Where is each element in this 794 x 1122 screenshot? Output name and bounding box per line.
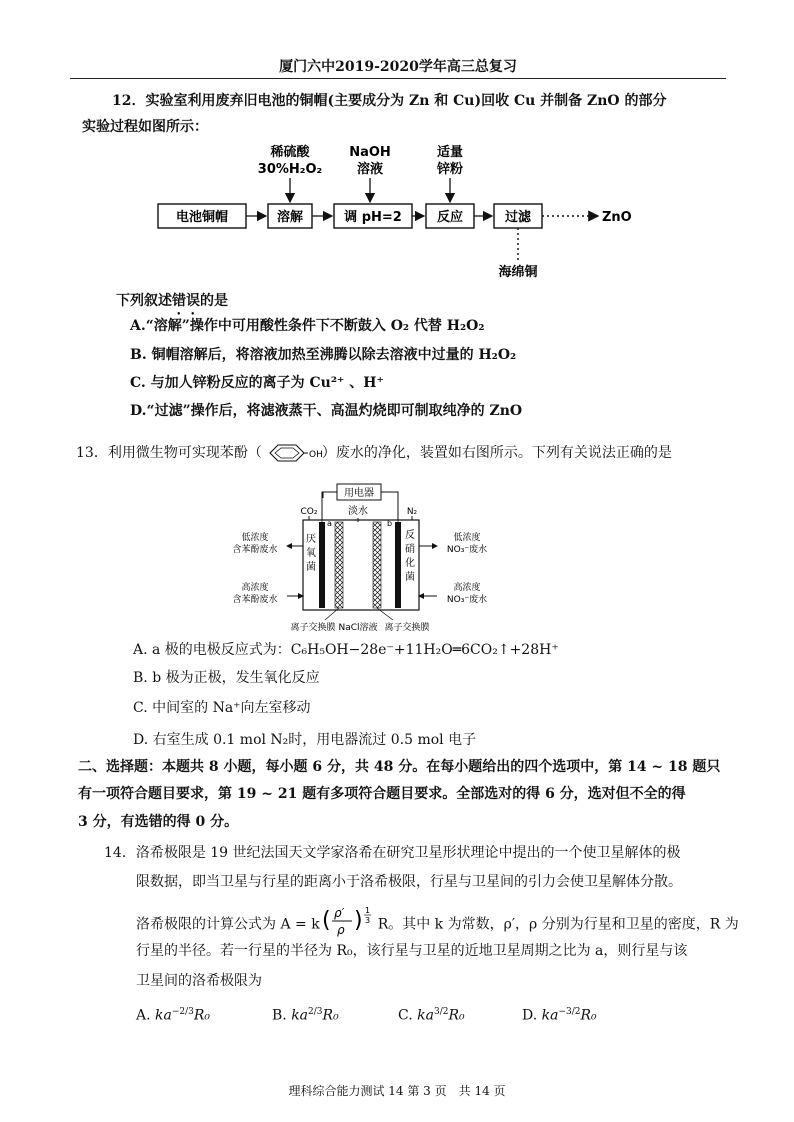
- svg-text:用电器: 用电器: [344, 488, 374, 499]
- section2-line2: 有一项符合题目要求，第 19 ~ 21 题有多项符合题目要求。全部选对的得 6 分，选对但不全的得: [78, 786, 686, 802]
- svg-text:3: 3: [364, 916, 370, 925]
- q12-option-c: C. 与加人锌粉反应的离子为 Cu²⁺ 、H⁺: [130, 375, 384, 391]
- phenol-ring-icon: [262, 443, 322, 463]
- svg-text:b: b: [387, 519, 393, 528]
- q12-option-a: A.“溶解”操作中可用酸性条件下不断鼓入 O₂ 代替 H₂O₂: [130, 318, 485, 334]
- box3-label: 调 pH=2: [344, 210, 402, 225]
- reagent3-line2: 锌粉: [436, 162, 464, 177]
- q14-option-b: B. $ka^{2/3}R_0$: [272, 1007, 339, 1024]
- rho-ratio-fraction: [320, 904, 378, 938]
- svg-text:NaCl溶液: NaCl溶液: [338, 623, 378, 633]
- svg-text:低浓度: 低浓度: [453, 533, 481, 543]
- q13-option-d: D. 右室生成 0.1 mol N₂时，用电器流过 0.5 mol 电子: [133, 732, 477, 748]
- q13-cell-diagram: [215, 480, 515, 638]
- reagent3-line1: 适量: [436, 145, 464, 160]
- roche-formula: [320, 904, 378, 945]
- box4-label: 反应: [436, 210, 464, 225]
- svg-text:高浓度: 高浓度: [241, 583, 269, 593]
- svg-text:1: 1: [364, 906, 370, 915]
- q14-line2: 限数据，即当卫星与行星的距离小于洛希极限，行星与卫星间的引力会使卫星解体分散。: [136, 874, 682, 890]
- svg-text:氧: 氧: [306, 548, 316, 559]
- svg-text:): ): [353, 908, 363, 933]
- reagent1-line2: 30%H₂O₂: [257, 162, 323, 177]
- q14-line1: 14．洛希极限是 19 世纪法国天文学家洛希在研究卫星形状理论中提出的一个使卫星解体的极: [104, 845, 681, 861]
- q12-option-b: B. 铜帽溶解后，将溶液加热至沸腾以除去溶液中过量的 H₂O₂: [130, 347, 517, 363]
- section2-line3: 3 分，有选错的得 0 分。: [78, 814, 239, 830]
- svg-text:菌: 菌: [405, 572, 415, 583]
- box1-label: 电池铜帽: [175, 210, 229, 225]
- svg-text:离子交换膜: 离子交换膜: [290, 623, 336, 633]
- q13-option-b: B. b 极为正极，发生氧化反应: [133, 670, 320, 686]
- q14-line4: 行星的半径。若一行星的半径为 R₀，该行星与卫星的近地卫星周期之比为 a，则行星与该: [136, 943, 688, 959]
- svg-text:N₂: N₂: [406, 507, 418, 517]
- svg-text:NO₃⁻废水: NO₃⁻废水: [446, 595, 488, 605]
- page-header: 厦门六中2019-2020学年高三总复习: [70, 58, 726, 79]
- svg-text:含苯酚废水: 含苯酚废水: [232, 545, 278, 555]
- box5-label: 过滤: [504, 210, 532, 225]
- electrode-b: [395, 522, 401, 608]
- svg-text:ρ′: ρ′: [333, 906, 345, 920]
- q14-option-d: D. $ka^{-3/2}R_0$: [522, 1007, 597, 1024]
- section2-line1: 二、选择题：本题共 8 小题，每小题 6 分，共 48 分。在每小题给出的四个选项中，第 14 ~ 18 题只: [78, 759, 721, 775]
- membrane-left: [335, 522, 343, 608]
- svg-text:菌: 菌: [306, 562, 316, 573]
- q12-question: 下列叙述错误的是: [116, 293, 228, 309]
- svg-text:淡水: 淡水: [348, 506, 368, 517]
- reagent2-line1: NaOH: [349, 145, 391, 160]
- q12-stem-line2: 实验过程如图所示：: [82, 119, 208, 135]
- q14-option-a: A. $ka^{-2/3}R_0$: [136, 1007, 211, 1024]
- q12-stem-line1: 12．实验室利用废弃旧电池的铜帽(主要成分为 Zn 和 Cu)回收 Cu 并制备 ZnO 的部分: [112, 93, 667, 109]
- svg-text:离子交换膜: 离子交换膜: [384, 623, 430, 633]
- svg-text:高浓度: 高浓度: [453, 583, 481, 593]
- q12-option-d: D.“过滤”操作后，将滤液蒸干、高温灼烧即可制取纯净的 ZnO: [130, 403, 523, 419]
- svg-text:a: a: [327, 519, 332, 528]
- box2-label: 溶解: [276, 210, 304, 225]
- q13-stem: 13．利用微生物可实现苯酚（ OH ）废水的净化，装置如右图所示。下列有关说法正确的是: [76, 445, 672, 461]
- product-zno: ZnO: [602, 210, 632, 225]
- q14-option-c: C. $ka^{3/2}R_0$: [398, 1007, 465, 1024]
- q13-option-a: A. a 极的电极反应式为：C₆H₅OH−28e⁻+11H₂O═6CO₂↑+28H⁺: [133, 642, 559, 658]
- reagent2-line2: 溶液: [356, 162, 384, 177]
- byproduct-sponge-copper: 海绵铜: [498, 265, 538, 280]
- svg-text:CO₂: CO₂: [300, 507, 318, 517]
- q14-line3: 洛希极限的计算公式为 A = k ( ρ′ ρ ) 1 3 R。其中 k 为常数，ρ′，ρ 分别为行星和卫星的密度，R 为: [136, 904, 739, 945]
- q12-flowchart: [150, 140, 650, 280]
- page-footer: 理科综合能力测试 14 第 3 页 共 14 页: [288, 1084, 506, 1098]
- reagent1-line1: 稀硫酸: [270, 145, 310, 160]
- electrode-a: [319, 522, 325, 608]
- svg-text:(: (: [321, 908, 331, 933]
- svg-text:OH: OH: [308, 450, 322, 460]
- svg-text:低浓度: 低浓度: [241, 533, 269, 543]
- svg-text:硝: 硝: [405, 544, 415, 555]
- svg-text:反: 反: [405, 530, 415, 541]
- svg-text:化: 化: [405, 558, 415, 569]
- svg-text:含苯酚废水: 含苯酚废水: [232, 595, 278, 605]
- svg-text:ρ: ρ: [336, 923, 345, 937]
- q14-line5: 卫星间的洛希极限为: [136, 973, 262, 989]
- svg-text:NO₃⁻废水: NO₃⁻废水: [446, 545, 488, 555]
- q13-option-c: C. 中间室的 Na⁺向左室移动: [133, 700, 311, 716]
- svg-text:厌: 厌: [306, 534, 316, 545]
- membrane-right: [373, 522, 381, 608]
